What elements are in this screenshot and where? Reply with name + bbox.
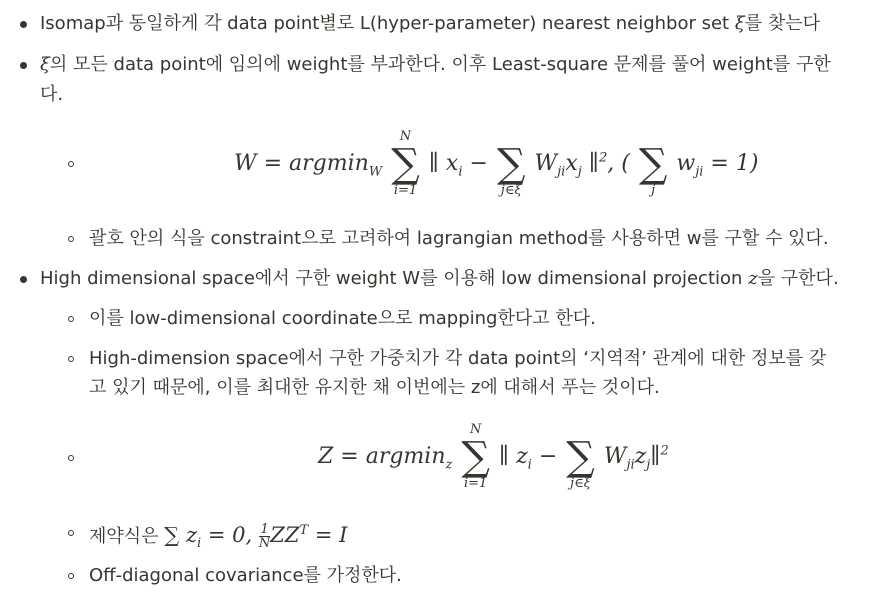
- list-item-text: 고 있기 때문에, 이를 최대한 유지한 채 이번에는 z에 대해서 푸는 것이다.: [89, 377, 660, 398]
- list-item-text: Isomap과 동일하게 각 data point별로 L(hyper-parameter) nearest neighbor set: [40, 13, 730, 34]
- eq-text: ∥ x: [428, 151, 459, 176]
- sum-symbol: [566, 423, 595, 491]
- eq-text: −: [538, 444, 558, 469]
- constraint-math: [164, 522, 348, 552]
- eq-sub: W: [368, 164, 383, 180]
- eq-text: W: [603, 444, 627, 469]
- sub-list-item: [89, 561, 402, 591]
- list-item: [40, 264, 839, 294]
- eq-sub: z: [445, 457, 453, 473]
- eq-sub: i: [458, 164, 463, 180]
- xi-symbol: ξ: [40, 54, 50, 75]
- sum-symbol: [497, 130, 526, 198]
- eq-sub: ji: [626, 457, 635, 473]
- sub-bullet-marker: [68, 455, 74, 461]
- eq-text: ∑ z: [164, 523, 198, 547]
- sub-list-item: [89, 304, 596, 334]
- sum-lower: i=1: [463, 476, 488, 491]
- bullet-marker: [20, 21, 27, 28]
- eq-text: ∥ z: [498, 444, 528, 469]
- list-item-text: High-dimension space에서 구한 가중치가 각 data point의 ‘지역적’ 관계에 대한 정보를 갖: [89, 348, 827, 369]
- eq-text: ∥: [588, 151, 599, 176]
- sub-list-item-continuation: [89, 373, 660, 403]
- sum-glyph: ∑: [638, 141, 668, 187]
- list-item-text: High dimensional space에서 구한 weight W를 이용해 low dimensional projection: [40, 268, 743, 289]
- eq-text: = 0,: [207, 523, 253, 547]
- eq-sup: 2: [660, 443, 669, 459]
- sum-glyph: ∑: [461, 434, 490, 480]
- eq-text: x: [565, 151, 578, 176]
- list-item-text: 의 모든 data point에 임의에 weight를 부과한다. 이후 Least-square 문제를 풀어 weight를 구한: [49, 54, 831, 75]
- eq-text: Z = argmin: [318, 444, 446, 469]
- eq-text: w: [676, 151, 696, 176]
- sum-glyph: ∑: [496, 141, 526, 187]
- eq-sub: ji: [695, 164, 704, 180]
- sum-glyph: ∑: [566, 434, 595, 480]
- list-item-text: 를 찾는다: [744, 13, 821, 34]
- sub-bullet-marker: [68, 236, 74, 242]
- equation-embedding: [318, 423, 669, 491]
- sum-lower: i=1: [393, 183, 418, 198]
- sub-list-item: [89, 224, 829, 254]
- sum-symbol: [391, 130, 420, 198]
- eq-text: ∥: [650, 444, 661, 469]
- bullet-marker: [20, 276, 27, 283]
- fraction: [259, 523, 270, 550]
- sum-lower: j: [651, 183, 656, 198]
- list-item-text: 을 구한다.: [757, 268, 839, 289]
- eq-text: = I: [314, 523, 348, 547]
- fraction-denominator: N: [258, 536, 271, 551]
- bullet-marker: [20, 62, 27, 69]
- list-item-text: 이를 low-dimensional coordinate으로 mapping한다고 한다.: [89, 308, 596, 329]
- eq-text: , (: [607, 151, 630, 176]
- sub-list-item: [89, 516, 347, 559]
- list-item: [40, 50, 831, 80]
- xi-symbol: ξ: [734, 13, 745, 34]
- eq-text: ZZ: [270, 523, 300, 547]
- sum-upper: N: [399, 129, 412, 144]
- eq-sub: ji: [557, 164, 566, 180]
- list-item-text: 제약식은: [89, 526, 159, 547]
- sum-glyph: ∑: [391, 141, 420, 187]
- sub-list-item: [89, 344, 826, 374]
- eq-sub: j: [577, 164, 582, 180]
- sum-symbol: [639, 130, 668, 198]
- equation-weights: [234, 130, 758, 198]
- eq-sup: 2: [598, 150, 608, 166]
- sub-bullet-marker: [68, 573, 74, 579]
- sub-bullet-marker: [68, 356, 74, 362]
- eq-sup: T: [299, 523, 309, 538]
- eq-text: = 1): [710, 151, 759, 176]
- list-item-continuation: [40, 80, 63, 110]
- eq-sub: i: [527, 457, 532, 473]
- eq-text: W = argmin: [234, 151, 369, 176]
- z-symbol: z: [748, 268, 758, 289]
- sum-lower: j∈ξ: [500, 183, 522, 198]
- eq-text: W: [534, 151, 558, 176]
- sub-bullet-marker: [68, 316, 74, 322]
- list-item-text: 다.: [40, 84, 64, 105]
- sum-symbol: [461, 423, 490, 491]
- list-item: [40, 9, 820, 39]
- list-item-text: Off-diagonal covariance를 가정한다.: [89, 565, 402, 586]
- list-item-text: 괄호 안의 식을 constraint으로 고려하여 lagrangian method를 사용하면 w를 구할 수 있다.: [89, 228, 829, 249]
- sum-lower: j∈ξ: [570, 476, 591, 491]
- eq-sub: i: [197, 536, 202, 552]
- sum-upper: N: [469, 422, 482, 437]
- eq-text: −: [469, 151, 488, 176]
- fraction-numerator: 1: [260, 522, 269, 537]
- eq-sub: j: [646, 457, 651, 473]
- eq-text: z: [634, 444, 647, 469]
- sub-bullet-marker: [68, 161, 74, 167]
- sub-bullet-marker: [68, 530, 74, 536]
